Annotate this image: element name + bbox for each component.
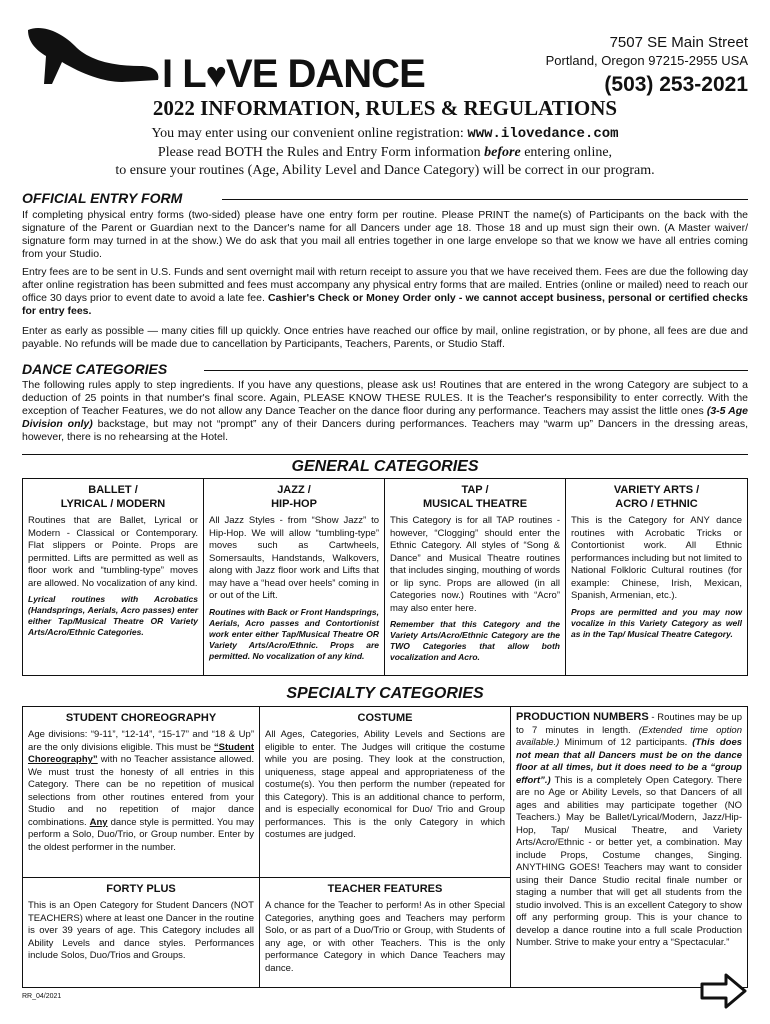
- dance-categories-heading: DANCE CATEGORIES: [22, 361, 748, 379]
- category-forty-plus: FORTY PLUS This is an Open Category for Student Dancers (NOT TEACHERS) where at least one Dancer in the routine is over 39 years of age. This Category includes all Ability Levels and dance styles. Performances include Solos, Duo/Trios and Groups.: [22, 877, 260, 988]
- category-student-choreography: STUDENT CHOREOGRAPHY Age divisions: “9-11”, “12-14”, “15-17” and “18 & Up” are the only divisions eligible. This must be “Student Choreography” with no Teacher assistance allowed. We must trust the honesty of all entries in this Category. There can be no repetition of musical selections from other routines entered from your Studio and no repetition of major dance combinations. Any dance style is permitted. You may perform a Solo, Duo/Trio, or Group number. Enter by the oldest performer in the number.: [22, 706, 260, 878]
- address-line2: Portland, Oregon 97215-2955 USA: [545, 53, 748, 68]
- specialty-categories-heading: SPECIALTY CATEGORIES: [286, 685, 484, 702]
- category-tap: TAP / MUSICAL THEATRE This Category is for all TAP routines - however, “Clogging” should enter the Ethnic Category. All styles of “Song & Dance” and Musical Theatre routines that includes singing, mouthing of words or lip sync. Props are allowed (in all Categories now.) Routines with “Acro” may also enter here. Remember that this Category and the Variety Arts/Acro/Ethnic Category are the TWO Categories that allow both vocalization and Acro.: [384, 478, 566, 676]
- address-line1: 7507 SE Main Street: [609, 34, 748, 51]
- category-teacher-features: TEACHER FEATURES A chance for the Teacher to perform! As in other Special Categories, anything goes and Teachers may perform Solo, or as part of a Duo/Trio or Group, with Students of any age, or with other Teachers. This is the only performance Category in which Dance Teachers may dance.: [259, 877, 511, 988]
- i-love-dance-logo: [22, 22, 472, 96]
- official-p3: Enter as early as possible — many cities fill up quickly. Once entries have reached our office by mail, online registration, or by phone, all fees are due and payable. No refunds will be made due to cancellation by Participants, Teachers, Parents, or Studio Staff.: [22, 325, 748, 350]
- category-jazz: JAZZ / HIP-HOP All Jazz Styles - from “Show Jazz” to Hip-Hop. We will allow “tumbling-type” moves such as Cartwheels, Somersaults, Handstands, Walkovers, along with Jazz floor work and Lifts that may have a “head over heels” coming in or out of the Lift. Routines with Back or Front Handsprings, Aerials, Acro passes and Contortionist work enter either Tap/Musical Theatre OR Variety Arts/Acro/Ethnic. Props are permitted. No vocalization of any kind.: [203, 478, 385, 676]
- intro-line1: You may enter using our convenient online registration: www.ilovedance.com: [151, 126, 619, 142]
- next-page-arrow-icon: [700, 972, 748, 1010]
- revision-code: RR_04/2021: [22, 993, 62, 1000]
- official-entry-heading: OFFICIAL ENTRY FORM: [22, 190, 748, 208]
- general-categories-heading: GENERAL CATEGORIES: [22, 454, 748, 478]
- phone-number: (503) 253-2021: [604, 73, 748, 96]
- category-variety: VARIETY ARTS / ACRO / ETHNIC This is the Category for ANY dance routines with Acrobatic Tricks or Contortionist work. All Ethnic performances including but not limited to National Folkloric Cultural routines (for example: Chinese, Irish, Mexican, Spanish, Armenian, etc.). Props are permitted and you may now vocalize in this Variety Category as well as in the Tap/ Musical Theatre Category.: [565, 478, 748, 676]
- category-costume: COSTUME All Ages, Categories, Ability Levels and Sections are eligible to enter. The Judges will critique the costume while you are posing. They look at the construction, uniqueness, stage appeal and appropriateness of the costume(s). You then perform the number (repeated for this Category). This is an additional chance to perform, and is especially economical for Duo/ Trio and Group performances. This is the only Category in which costumes are judged.: [259, 706, 511, 878]
- intro-line2: Please read BOTH the Rules and Entry Form information before entering online,: [157, 145, 613, 160]
- dance-categories-text: The following rules apply to step ingredients. If you have any questions, please ask us! Routines that are entered in the wrong Category are subject to a deduction of 25 points in that number's final score. Again, PLEASE KNOW THESE RULES. It is the Teacher's responsibility to enter correctly. With the exception of Teacher Features, we do not allow any Dance Teacher on the dance floor during any performance. Teachers may assist the little ones (3-5 Age Division only) backstage, but may not “prompt” any of their Dancers during performances. Teachers may “warm up” Dancers in the dressing areas, however, there is no rehearsing at the Hotel.: [22, 379, 749, 443]
- category-ballet: BALLET / LYRICAL / MODERN Routines that are Ballet, Lyrical or Modern - Classical or Contemporary. Flat slippers or Pointe. Props are permitted. Lifts are permitted as well as floor work and “tumbling-type” moves are allowed. No vocalization of any kind. Lyrical routines with Acrobatics (Handsprings, Aerials, Acro passes) enter either Tap/Musical Theatre OR Variety Arts/Acro/Ethnic Categories.: [22, 478, 204, 676]
- logo-wordmark: I L♥VE DANCE: [162, 52, 425, 96]
- intro-line3: to ensure your routines (Age, Ability Level and Dance Category) will be correct in our program.: [115, 163, 655, 178]
- heart-icon: ♥: [205, 54, 227, 95]
- category-production-numbers: PRODUCTION NUMBERS - Routines may be up to 7 minutes in length. (Extended time option available.) Minimum of 12 participants. (This does not mean that all Dancers must be on the dance floor at all times, but it does need to be a “group effort”.) This is a completely Open Category. There are no Age or Ability Levels, so that Dancers of all ages and abilities may participate together (NO Teachers.) May be Ballet/Lyrical/Modern, Jazz/Hip-Hop, Tap/ Musical Theatre, and Variety Arts/Acro/Ethnic - or better yet, a combination. May include Props, Costume changes, Singing. ANYTHING GOES! Teachers may want to consider using their Dance Studio recital finale number or staging a number that will get all students from the studio involved. This is an excellent Category to show off any performing group. This is your chance to develop a dance routine into a full scale Production Number. Strive to make your entry a “Spectacular.”: [510, 706, 748, 988]
- contact-block: [546, 34, 748, 97]
- official-p2: Entry fees are to be sent in U.S. Funds and sent overnight mail with return receipt to assure you that we have received them. Fees are due the following day after online registration has been submitted and fees must accompany any physical entry forms that are mailed. Entries (online or mailed) need to reach our office 30 days prior to event date to avoid a late fee. Cashier's Check or Money Order only - we cannot accept business, personal or certified checks for entry fees.: [22, 266, 748, 317]
- page-title: 2022 INFORMATION, RULES & REGULATIONS: [152, 96, 618, 120]
- website-url: www.ilovedance.com: [467, 126, 619, 142]
- high-heel-shoe-icon: [22, 22, 162, 86]
- official-p1: If completing physical entry forms (two-sided) please have one entry form per routine. Please PRINT the name(s) of Participants on the back with the signature of the Parent or Guardian next to the Dancer's name for all Dancers under age 18. Those 18 and up must sign their own. (A Master waiver/ signature form may turned in at the show.) We do ask that you mail all entries together in one large envelope so that we know we have all entries coming from your Studio.: [22, 209, 748, 260]
